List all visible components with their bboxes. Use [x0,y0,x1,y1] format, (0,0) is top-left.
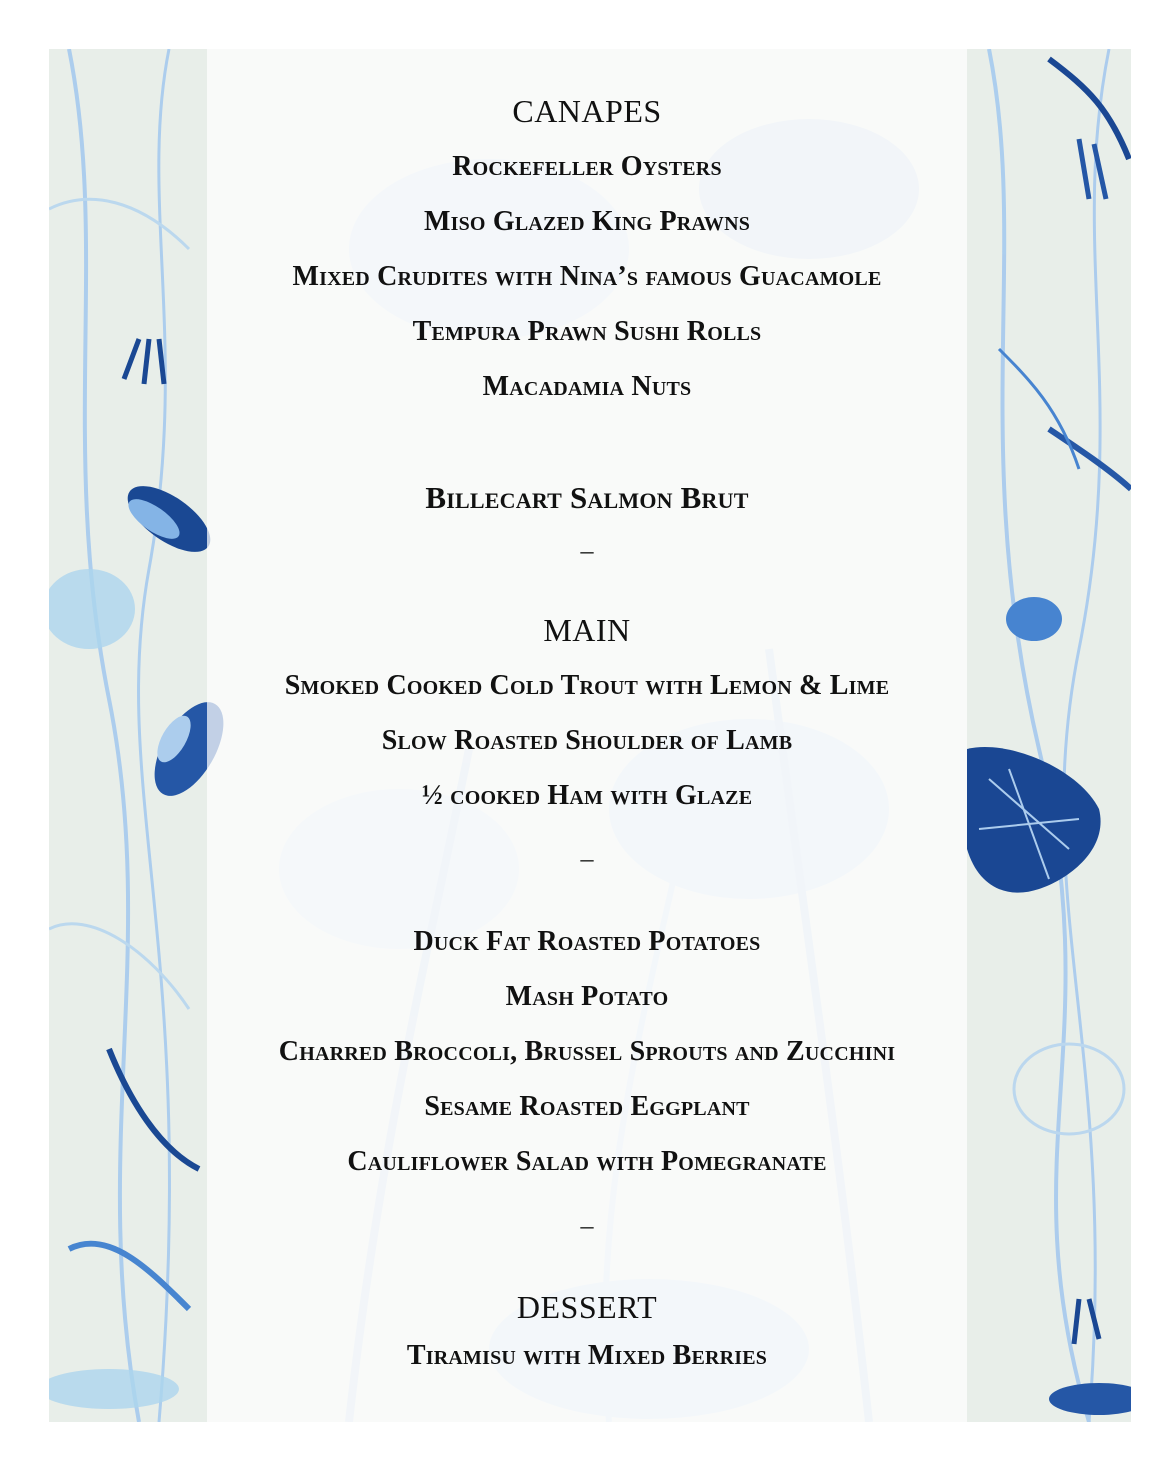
menu-item: Rockefeller Oysters [452,151,722,182]
menu-item: Mash Potato [505,981,669,1012]
menu-item: ½ cooked Ham with Glaze [421,780,753,811]
menu-item: Tiramisu with Mixed Berries [406,1340,768,1371]
menu-item: Miso Glazed King Prawns [423,206,751,237]
section-divider: – [580,844,594,873]
menu-item: Slow Roasted Shoulder of Lamb [381,725,793,756]
section-heading-dessert: DESSERT [516,1289,658,1325]
menu-item: Smoked Cooked Cold Trout with Lemon & Lime [284,670,890,701]
menu-item: Sesame Roasted Eggplant [424,1091,750,1122]
section-heading-canapes: CANAPES [512,93,662,129]
wine-pairing: Billecart Salmon Brut [425,480,749,515]
section-divider: – [580,536,594,565]
menu-item: Cauliflower Salad with Pomegranate [347,1146,827,1177]
menu-item: Mixed Crudites with Nina’s famous Guacamole [292,261,882,292]
menu-item: Charred Broccoli, Brussel Sprouts and Zucchini [278,1036,896,1067]
menu-item: Duck Fat Roasted Potatoes [413,926,761,957]
menu-item: Macadamia Nuts [482,371,692,402]
section-heading-main: MAIN [543,612,631,648]
section-divider: – [580,1211,594,1240]
menu-item: Tempura Prawn Sushi Rolls [412,316,762,347]
